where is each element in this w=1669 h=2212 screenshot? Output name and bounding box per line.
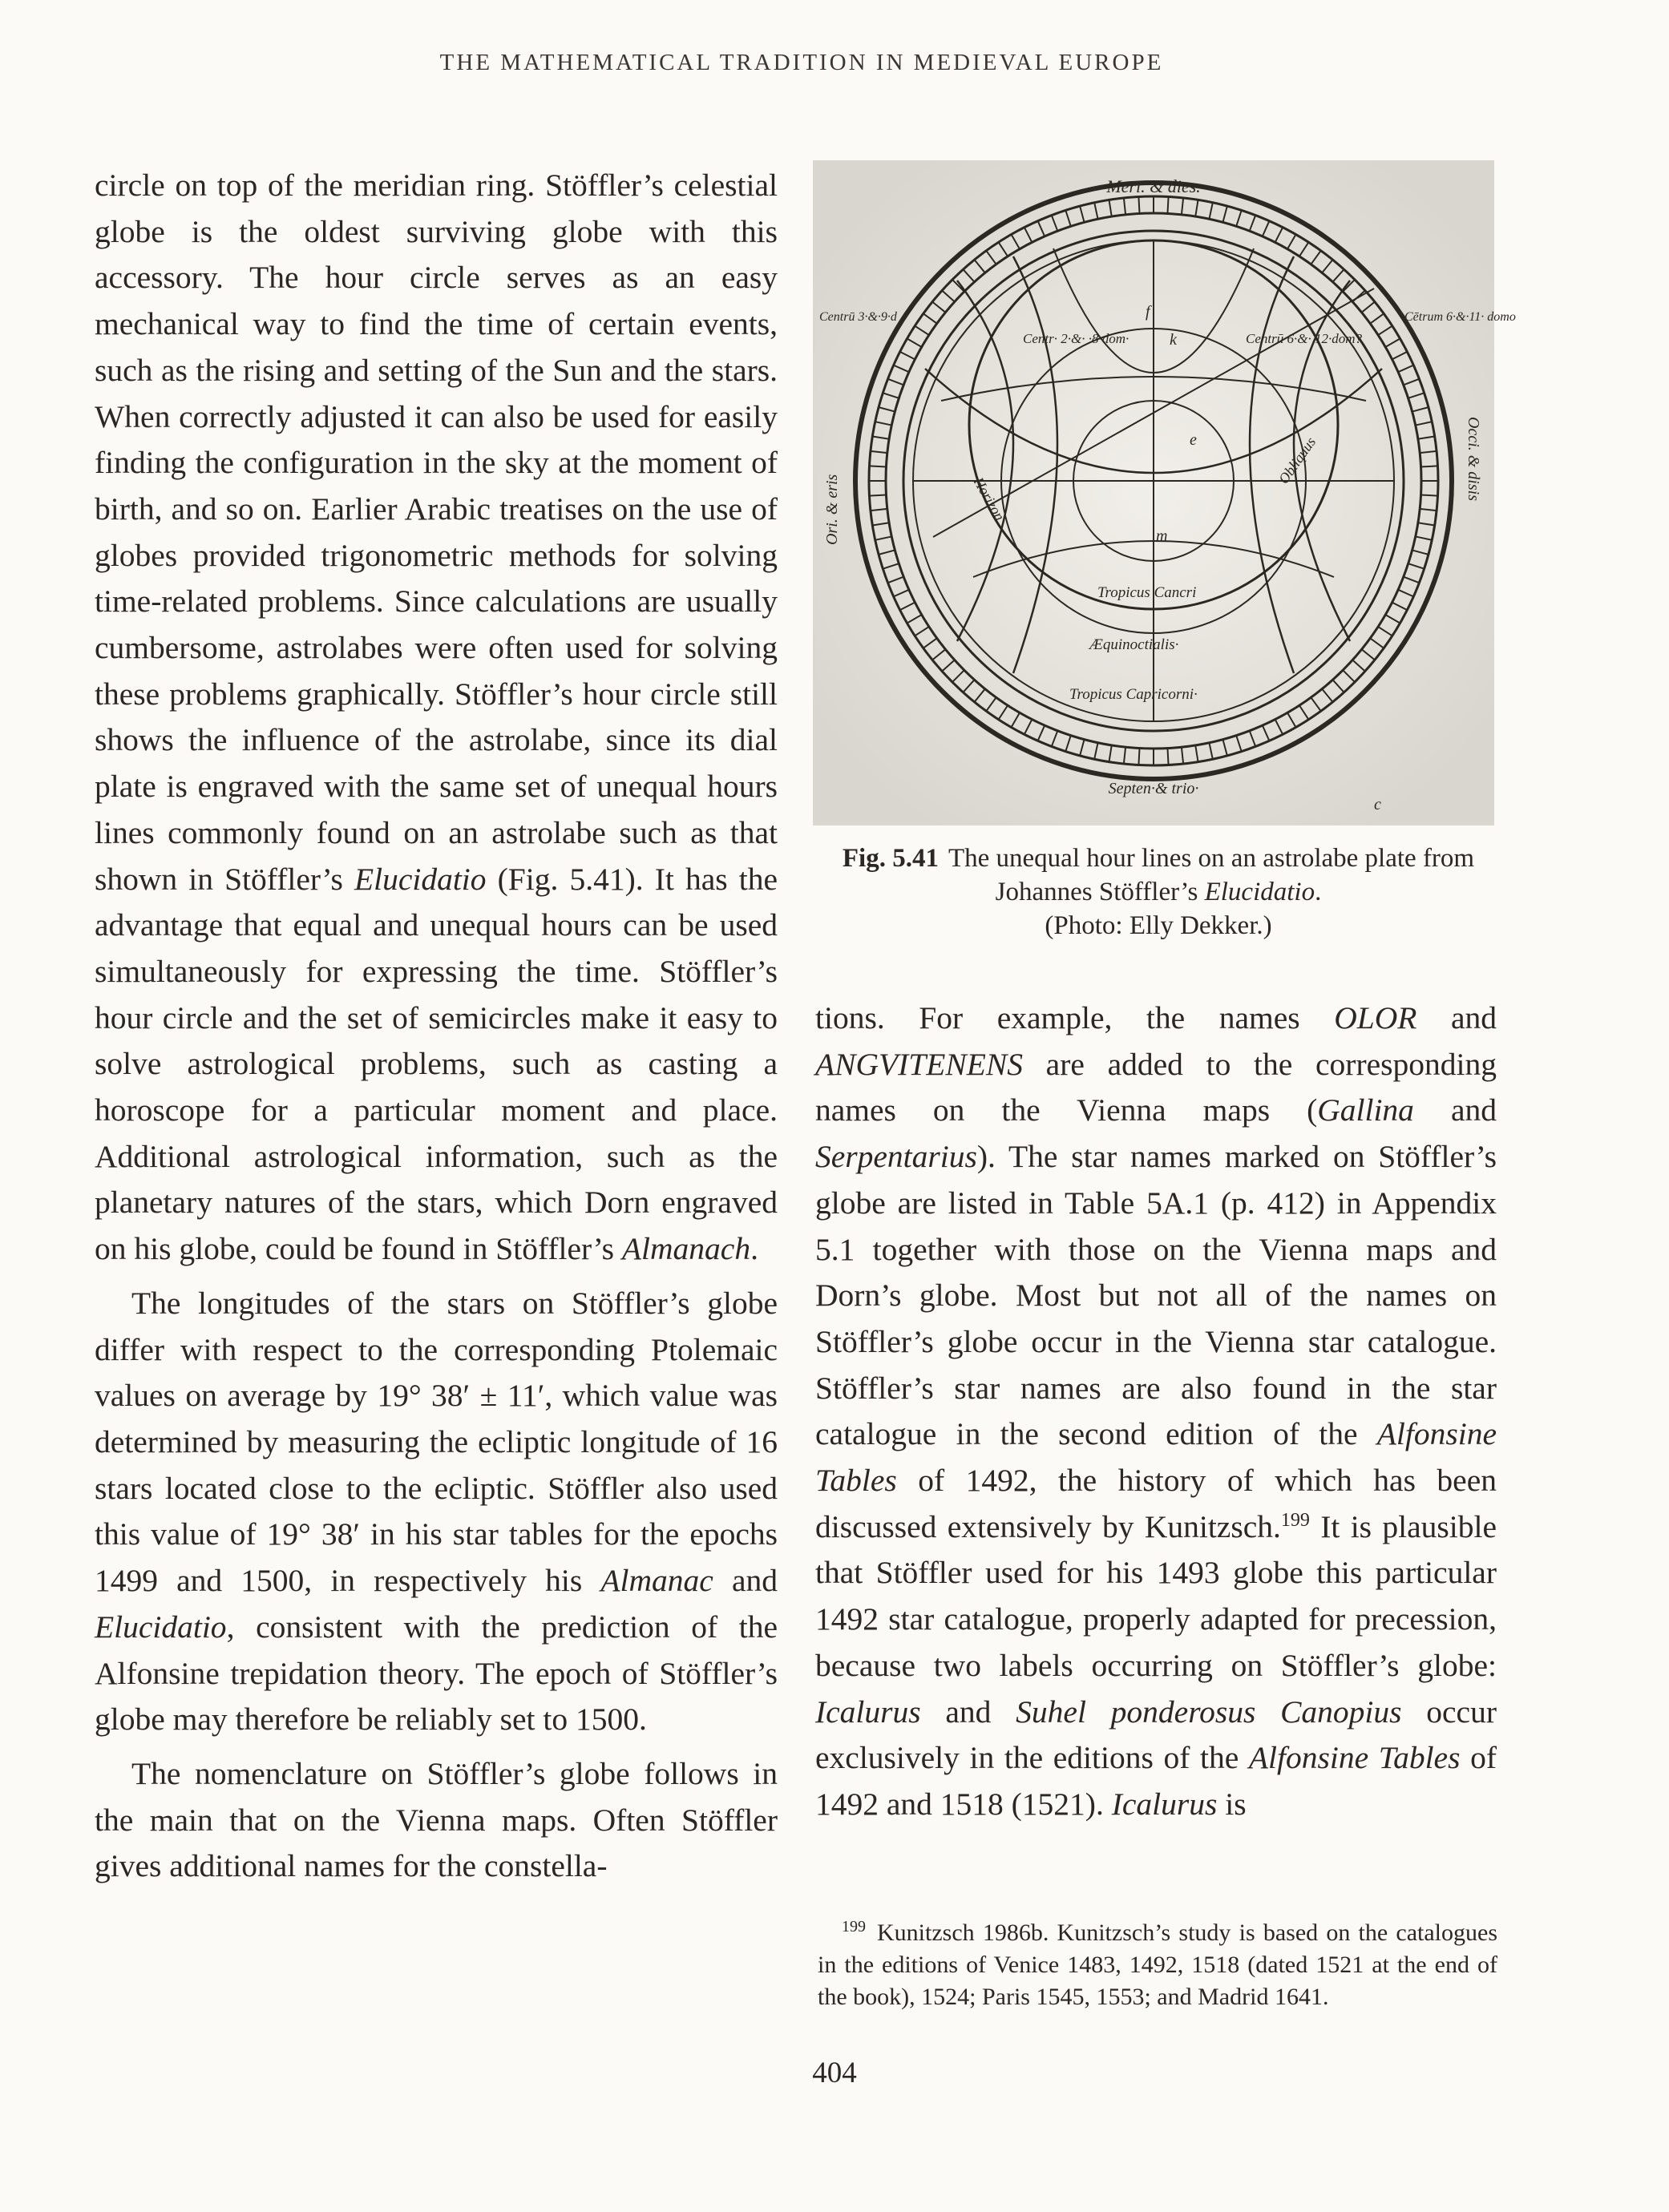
figure-caption: Fig. 5.41 The unequal hour lines on an astrolabe plate from Johannes Stöffler’s Elucidatio. (Photo: Elly Dekker.): [842, 844, 1475, 940]
engraving-west-label: Occi. & disis: [1465, 417, 1482, 501]
engraving-letter: c: [1374, 796, 1381, 813]
engraving-inner-left: Centr· 2·&· ·8·dom·: [1023, 331, 1130, 346]
ring-tick: [1167, 196, 1168, 213]
running-head: THE MATHEMATICAL TRADITION IN MEDIEVAL EUROPE: [439, 50, 1164, 75]
engraving-east-label: Ori. & eris: [823, 474, 841, 545]
engraving-right-label: Cētrum 6·&·11· domo: [1404, 310, 1516, 324]
footnote-number: 199: [842, 1918, 866, 1936]
engraving-equinox: Æquinoctialis·: [1089, 636, 1179, 653]
paragraph-3: The nomenclature on Stöffler’s globe follows in the main that on the Vienna maps. Often Stöffler gives additional names for the constella-: [95, 1755, 778, 1884]
astrolabe-figure: [813, 160, 1516, 825]
footnote: $^{199}$ Kunitzsch 1986b. Kunitzsch’s study is based on the catalogues in the editions of Venice 1483, 1492, 1518 (dated 1521 at the end of the book), 1524; Paris 1545, 1553; and Madrid 1641.: [818, 1918, 1497, 2010]
engraving-letter: e: [1190, 431, 1197, 449]
engraving-left-label: Centrū 3·&·9·d: [819, 310, 897, 324]
left-column: [95, 163, 778, 1890]
engraving-letter: m: [1156, 527, 1168, 545]
ring-tick: [1138, 749, 1139, 765]
engraving-obliquus: Obliquus: [1275, 434, 1319, 487]
paragraph-2: The longitudes of the stars on Stöffler’s globe differ with respect to the corresponding Ptolemaic values on average by 19° 38′ ± 11′, which value was determined by measuring the ecliptic longitude of 16 stars located close to the ecliptic. Stöffler also used this value of 19° 38′ in his star tables for the epochs 1499 and 1500, in respectively his Almanac and Elucidatio, consistent with the prediction of the Alfonsine trepidation theory. The epoch of Stöffler’s globe may therefore be reliably set to 1500.: [95, 1285, 778, 1738]
astrolabe-engraving: [813, 160, 1516, 825]
engraving-bottom-label: Septen·& trio·: [1108, 780, 1199, 797]
footnote-ref: 199: [1280, 1509, 1310, 1531]
ring-tick: [1138, 196, 1139, 213]
figure-label: Fig. 5.41: [842, 844, 939, 873]
right-column: [815, 995, 1497, 1828]
ring-tick: [1167, 749, 1168, 765]
ring-tick: [869, 494, 886, 495]
engraving-tropic-capricorn: Tropicus Capricorni·: [1069, 686, 1198, 703]
engraving-letter: k: [1170, 331, 1177, 349]
engraving-horizon: Horizon: [970, 474, 1008, 524]
engraving-letter: f: [1146, 303, 1150, 321]
page-number: 404: [812, 2057, 857, 2089]
paragraph-4: tions. For example, the names OLOR and ANGVITENENS are added to the corresponding names on the Vienna maps (Gallina and Serpentarius). The star names marked on Stöffler’s globe are listed in Table 5A.1 (p. 412) in Appendix 5.1 together with those on the Vienna maps and Dorn’s globe. Most but not all of the names on Stöffler’s globe occur in the Vienna star catalogue. Stöffler’s star names are also found in the star catalogue in the second edition of the Alfonsine Tables of 1492, the history of which has been discussed extensively by Kunitzsch.$^{199}$ It is plausible that Stöffler used for his 1493 globe this particular 1492 star catalogue, properly adapted for precession, because two labels occurring on Stöffler’s globe: Icalurus and Suhel ponderosus Canopius occur exclusively in the editions of the Alfonsine Tables of 1492 and 1518 (1521). Icalurus is: [815, 1000, 1497, 1822]
paragraph-1: circle on top of the meridian ring. Stöffler’s celestial globe is the oldest surviving globe with this accessory. The hour circle serves as an easy mechanical way to find the time of certain events, such as the rising and setting of the Sun and the stars. When correctly adjusted it can also be used for easily finding the configuration in the sky at the moment of birth, and so on. Earlier Arabic treatises on the use of globes provided trigonometric methods for solving time-related problems. Since calculations are usually cumbersome, astrolabes were often used for solving these problems graphically. Stöffler’s hour circle still shows the influence of the astrolabe, since its dial plate is engraved with the same set of unequal hours lines commonly found on an astrolabe such as that shown in Stöffler’s Elucidatio (Fig. 5.41). It has the advantage that equal and unequal hours can be used simultaneously for expressing the time. Stöffler’s hour circle and the set of semicircles make it easy to solve astrological problems, such as casting a horoscope for a particular moment and place. Additional astrological information, such as the planetary natures of the stars, which Dorn engraved on his globe, could be found in Stöffler’s Almanach.: [95, 168, 778, 1267]
engraving-top-label: Meri. & dies.: [1106, 176, 1201, 196]
engraving-tropic-cancer: Tropicus Cancri: [1097, 584, 1197, 601]
photo-credit: (Photo: Elly Dekker.): [1045, 911, 1272, 940]
ring-tick: [1421, 494, 1438, 495]
engraving-inner-right: Centrū 6·&· 12·dom?: [1246, 331, 1362, 346]
